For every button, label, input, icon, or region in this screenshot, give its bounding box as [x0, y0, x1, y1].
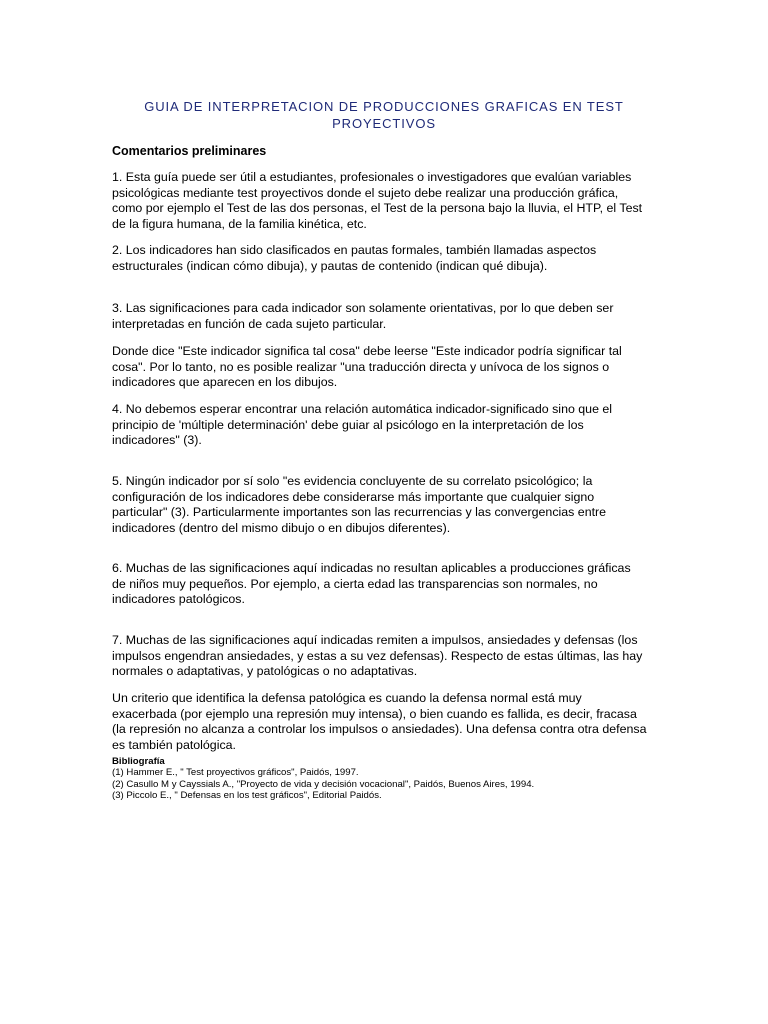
- text-line: exacerbada (por ejemplo una represión muy intensa), o bien cuando es fallida, es decir, fracasa: [112, 706, 637, 721]
- text-line: 4. No debemos esperar encontrar una relación automática indicador-significado sino que el: [112, 402, 613, 416]
- text-line: 5. Ningún indicador por sí solo "es evidencia concluyente de su correlato psicológico; la: [112, 474, 593, 488]
- text-line: como por ejemplo el Test de las dos personas, el Test de la persona bajo la lluvia, el HTP, el Test: [112, 201, 643, 215]
- document-title: [112, 98, 656, 132]
- text-line: 6. Muchas de las significaciones aquí indicadas no resultan aplicables a producciones gráficas: [112, 561, 631, 575]
- text-line: 7. Muchas de las significaciones aquí indicadas remiten a impulsos, ansiedades y defensas (los: [112, 633, 638, 647]
- paragraph-3: [112, 301, 668, 332]
- paragraph-4: [112, 402, 668, 449]
- text-line: psicológicas mediante test proyectivos donde el sujeto debe realizar una producción gráfica,: [112, 185, 619, 200]
- paragraph-7: [112, 633, 668, 680]
- paragraph-5: [112, 474, 668, 536]
- text-line: indicadores que aparecen en los dibujos.: [112, 375, 338, 389]
- paragraph-6: [112, 561, 668, 608]
- bibliography-entry: (3) Piccolo E., " Defensas en los test gráficos", Editorial Paidós.: [112, 790, 382, 802]
- text-line: Un criterio que identifica la defensa patológica es cuando la defensa normal está muy: [112, 691, 582, 705]
- bibliography-heading: Bibliografía: [112, 756, 165, 767]
- text-line: principio de 'múltiple determinación' debe guiar al psicólogo en la interpretación de los: [112, 417, 584, 432]
- text-line: normales o adaptativas, y patológicas o no adaptativas.: [112, 664, 418, 678]
- paragraph-7-note: [112, 691, 668, 753]
- text-line: de la figura humana, de la familia kinética, etc.: [112, 216, 367, 231]
- text-line: impulsos engendran ansiedades, y estas a su vez defensas). Respecto de estas últimas, las hay: [112, 648, 643, 663]
- bibliography-entry: (1) Hammer E., " Test proyectivos gráficos", Paidós, 1997.: [112, 767, 359, 779]
- title-line: GUIA DE INTERPRETACION DE PRODUCCIONES GRAFICAS EN TEST: [144, 99, 624, 114]
- text-line: es también patológica.: [112, 737, 236, 752]
- text-line: 3. Las significaciones para cada indicador son solamente orientativas, por lo que deben ser: [112, 301, 614, 315]
- text-line: de niños muy pequeños. Por ejemplo, a cierta edad las transparencias son normales, no: [112, 576, 598, 591]
- section-heading: Comentarios preliminares: [112, 144, 267, 158]
- text-line: 2. Los indicadores han sido clasificados en pautas formales, también llamadas aspectos: [112, 243, 597, 257]
- text-line: interpretadas en función de cada sujeto particular.: [112, 316, 387, 331]
- text-line: particular" (3). Particularmente importantes son las recurrencias y las convergencias entre: [112, 505, 607, 519]
- title-line: PROYECTIVOS: [332, 116, 436, 131]
- text-line: configuración de los indicadores debe considerarse más importante que cualquier signo: [112, 489, 595, 504]
- text-line: 1. Esta guía puede ser útil a estudiantes, profesionales o investigadores que evalúan variables: [112, 170, 632, 184]
- bibliography: [112, 756, 534, 802]
- paragraph-1: [112, 170, 668, 232]
- text-line: indicadores patológicos.: [112, 592, 245, 606]
- text-line: estructurales (indican cómo dibuja), y pautas de contenido (indican qué dibuja).: [112, 258, 548, 273]
- text-line: indicadores" (3).: [112, 433, 202, 447]
- paragraph-2: [112, 243, 668, 274]
- text-line: (la represión no alcanza a controlar los impulsos o ansiedades). Una defensa contra otra defensa: [112, 722, 647, 736]
- bibliography-entry: (2) Casullo M y Cayssials A., "Proyecto de vida y decisión vocacional", Paidós, Buenos Aires, 1994.: [112, 778, 535, 790]
- text-line: cosa". Por lo tanto, no es posible realizar "una traducción directa y unívoca de los signos o: [112, 359, 610, 374]
- text-line: indicadores (dentro del mismo dibujo o en dibujos diferentes).: [112, 520, 451, 535]
- paragraph-3-note: [112, 344, 668, 391]
- text-line: Donde dice "Este indicador significa tal cosa" debe leerse "Este indicador podría significar tal: [112, 344, 622, 358]
